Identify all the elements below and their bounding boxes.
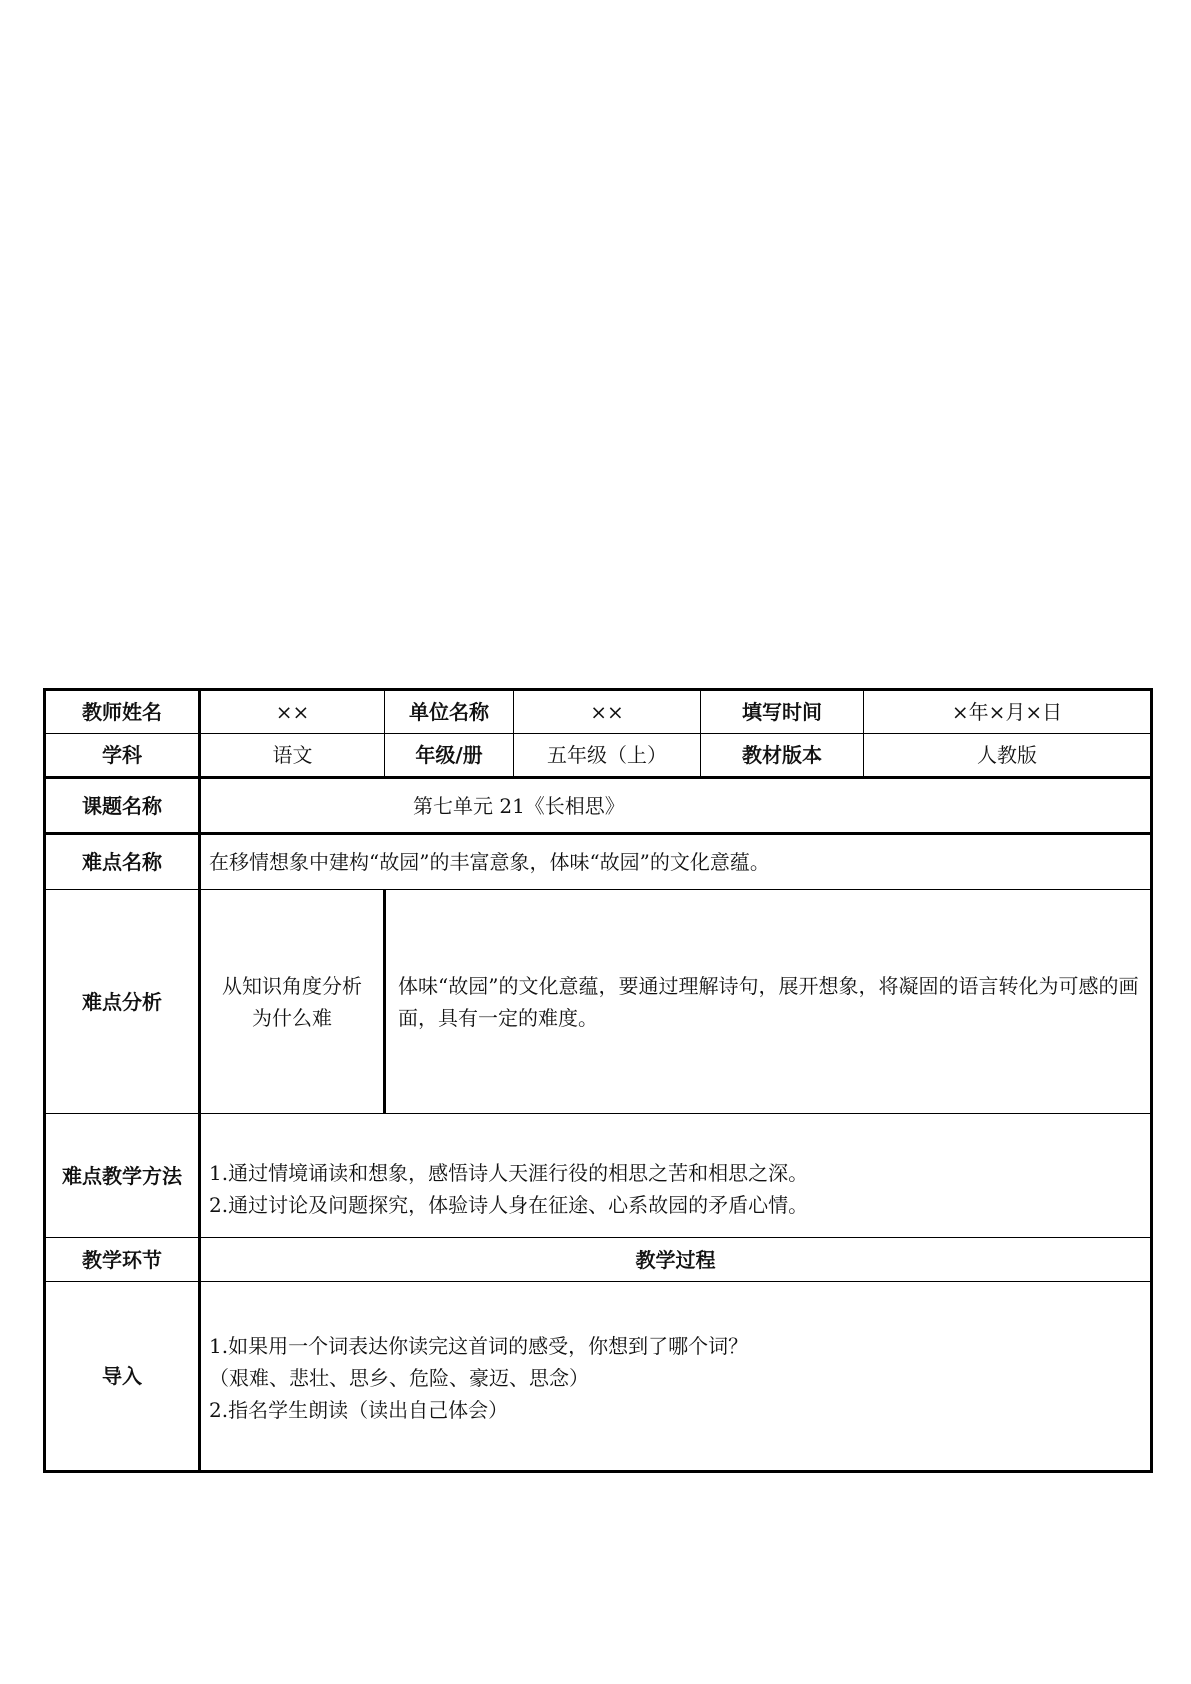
intro-value	[200, 1282, 1152, 1472]
topic-value: 第七单元 21《长相思》	[200, 778, 1152, 834]
difficulty-value: 在移情想象中建构“故园”的丰富意象，体味“故园”的文化意蕴。	[200, 834, 1152, 890]
grade-label: 年级/册	[385, 734, 514, 778]
fill-date-label: 填写时间	[701, 690, 864, 734]
table-row-subject	[45, 734, 1152, 778]
topic-label: 课题名称	[45, 778, 200, 834]
edition-value: 人教版	[864, 734, 1152, 778]
grade-value: 五年级（上）	[514, 734, 701, 778]
analysis-label: 难点分析	[45, 890, 200, 1114]
table-row-intro	[45, 1282, 1152, 1472]
method-line-1: 1.通过情境诵读和想象，感悟诗人天涯行役的相思之苦和相思之深。	[209, 1160, 809, 1185]
table-row-topic	[45, 778, 1152, 834]
table-row-process-header	[45, 1238, 1152, 1282]
process-header-label: 教学过程	[200, 1238, 1152, 1282]
subject-label: 学科	[45, 734, 200, 778]
edition-label: 教材版本	[701, 734, 864, 778]
unit-name-label: 单位名称	[385, 690, 514, 734]
table-row-difficulty	[45, 834, 1152, 890]
teacher-name-label: 教师姓名	[45, 690, 200, 734]
intro-line-2: （艰难、悲壮、思乡、危险、豪迈、思念）	[209, 1366, 589, 1390]
lesson-plan-table	[43, 688, 1153, 1473]
stage-header-label: 教学环节	[45, 1238, 200, 1282]
intro-label: 导入	[45, 1282, 200, 1472]
analysis-value: 体味“故园”的文化意蕴，要通过理解诗句，展开想象，将凝固的语言转化为可感的画面，具有一定的难度。	[385, 890, 1152, 1114]
analysis-sub-label	[200, 890, 385, 1114]
intro-line-3: 2.指名学生朗读（读出自己体会）	[209, 1398, 509, 1422]
teacher-name-value: ××	[200, 690, 385, 734]
difficulty-label: 难点名称	[45, 834, 200, 890]
table-row-analysis	[45, 890, 1152, 1114]
intro-line-1: 1.如果用一个词表达你读完这首词的感受，你想到了哪个词？	[209, 1334, 749, 1358]
subject-value: 语文	[200, 734, 385, 778]
fill-date-value: ×年×月×日	[864, 690, 1152, 734]
method-value	[200, 1114, 1152, 1238]
analysis-sub-label-line2: 为什么难	[252, 1005, 332, 1030]
method-line-2: 2.通过讨论及问题探究，体验诗人身在征途、心系故园的矛盾心情。	[209, 1192, 809, 1217]
table-row-method	[45, 1114, 1152, 1238]
method-label: 难点教学方法	[45, 1114, 200, 1238]
unit-name-value: ××	[514, 690, 701, 734]
analysis-sub-label-line1: 从知识角度分析	[222, 973, 362, 998]
table-row-teacher	[45, 690, 1152, 734]
